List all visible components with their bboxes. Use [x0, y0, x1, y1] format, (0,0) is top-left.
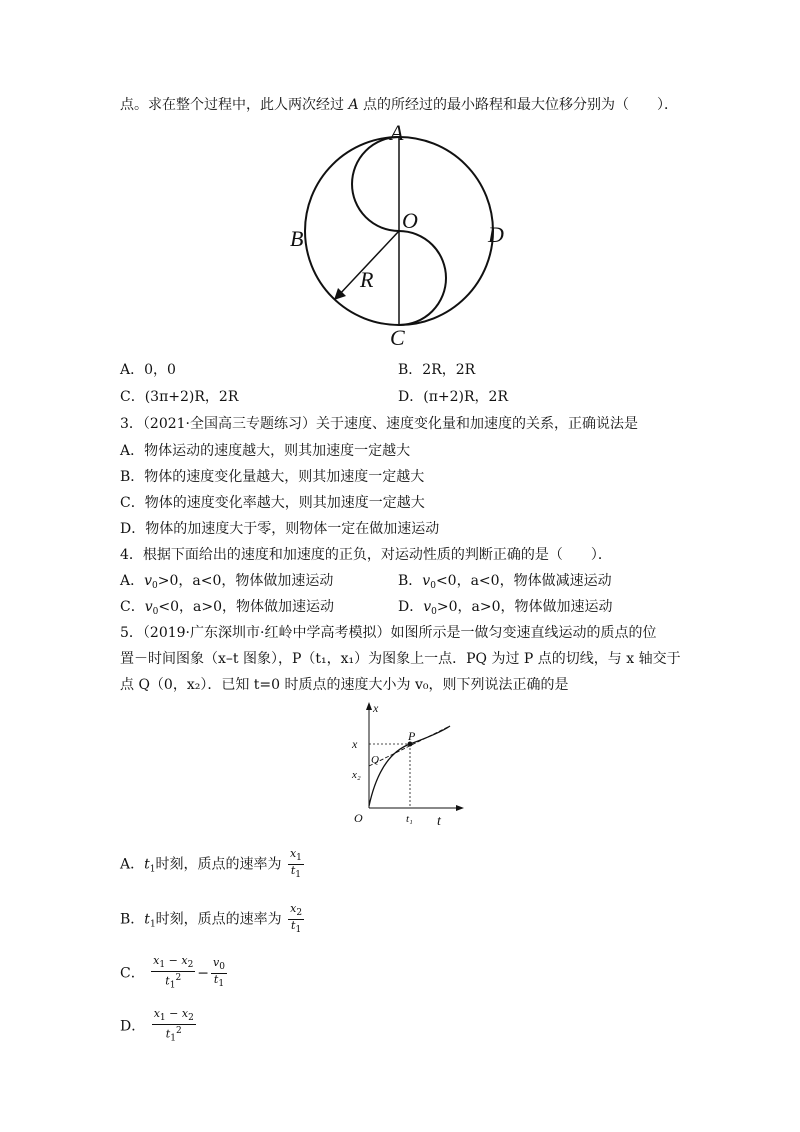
label-D: D	[488, 222, 504, 247]
q5-stem-3: 点 Q（0，x₂）．已知 t=0 时质点的速度大小为 v₀，则下列说法正确的是	[120, 677, 569, 693]
q5-stem-1: 5．（2019·广东深圳市·红岭中学高考模拟）如图所示是一做匀变速直线运动的质点的位	[120, 625, 657, 641]
q5-stem-2: 置－时间图象（x–t 图象），P（t₁，x₁）为图象上一点．PQ 为过 P 点的切线，与 x 轴交于	[120, 651, 681, 667]
q4-option-c: C．$v_0<0$，a>0，物体做加速运动	[120, 599, 334, 617]
q3-stem: 3．（2021·全国高三专题练习）关于速度、速度变化量和加速度的关系，正确说法是	[120, 416, 639, 432]
graph-origin: O	[354, 811, 363, 825]
graph-tick-t1: t₁	[406, 813, 413, 825]
graph-point-P: P	[408, 729, 416, 743]
q2-option-b: B．2R，2R	[398, 362, 476, 378]
q3-option-b: B．物体的速度变化量越大，则其加速度一定越大	[120, 469, 425, 485]
q4-option-d: D．$v_0>0$，a>0，物体做加速运动	[398, 599, 613, 617]
fraction-x1-over-t1: $\frac{x_1}{t_1}$	[289, 847, 302, 880]
graph-tick-x2: x₂	[352, 769, 361, 781]
q2-option-d: D．(π+2)R，2R	[398, 389, 508, 405]
label-B: B	[290, 226, 304, 251]
graph-axis-x: x	[373, 701, 379, 715]
q4-stem: 4．根据下面给出的速度和加速度的正负，对运动性质的判断正确的是（ ）．	[120, 547, 612, 563]
xt-graph	[340, 700, 470, 830]
q3-option-d: D．物体的加速度大于零，则物体一定在做加速运动	[120, 521, 440, 537]
q4-option-a: A．$v_0>0$，a<0，物体做加速运动	[120, 573, 334, 591]
q5-option-b: B．$t_1$时刻，质点的速率为 $\frac{x_2}{t_1}$	[120, 902, 303, 935]
fraction-x1-minus-x2-over-t1-squared-d: $\frac{x_1 - x_2}{t_1^2}$	[153, 1007, 194, 1044]
q2-option-c: C．(3π+2)R，2R	[120, 389, 239, 405]
fraction-x2-over-t1: $\frac{x_2}{t_1}$	[290, 902, 303, 935]
fraction-x1-minus-x2-over-t1-squared: $\frac{x_1 - x_2}{t_1^2}$	[153, 954, 194, 991]
label-O: O	[402, 208, 418, 233]
label-C: C	[390, 325, 405, 350]
q3-option-c: C．物体的速度变化率越大，则其加速度一定越大	[120, 495, 425, 511]
q5-option-d: D． $\frac{x_1 - x_2}{t_1^2}$	[120, 1007, 194, 1044]
q2-option-a: A．0，0	[120, 362, 176, 378]
graph-point-Q: Q	[371, 754, 379, 766]
q5-option-c: C． $\frac{x_1 - x_2}{t_1^2}$ − $\frac{v_0}{t_1}$	[120, 954, 225, 991]
q4-option-b: B．$v_0<0$，a<0，物体做减速运动	[398, 573, 612, 591]
fraction-v0-over-t1: $\frac{v_0}{t_1}$	[213, 955, 225, 989]
label-A: A	[390, 120, 404, 145]
circle-figure	[280, 120, 520, 350]
graph-tick-x: x	[352, 737, 358, 751]
q3-option-a: A．物体运动的速度越大，则其加速度一定越大	[120, 443, 411, 459]
q5-option-a: A．$t_1$时刻，质点的速率为 $\frac{x_1}{t_1}$	[120, 847, 302, 880]
q2-stem: 点。求在整个过程中，此人两次经过 A 点的所经过的最小路程和最大位移分别为（ ）．	[120, 97, 679, 113]
label-R: R	[360, 267, 374, 292]
graph-axis-t: t	[437, 814, 441, 829]
